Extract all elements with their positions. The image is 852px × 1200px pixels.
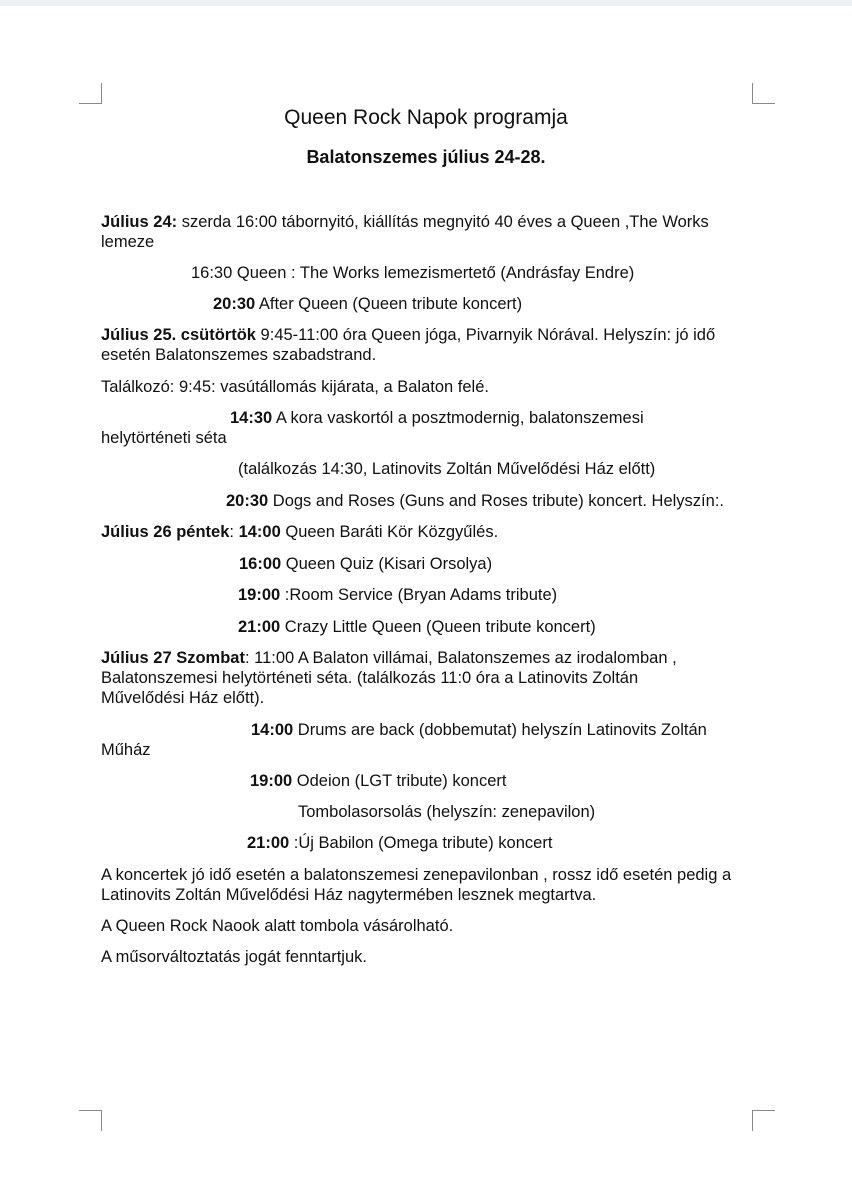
note-paragraph: A Queen Rock Naook alatt tombola vásárolható.	[101, 917, 454, 935]
event-text: Queen Quiz (Kisari Orsolya)	[281, 555, 493, 573]
note-paragraph: A koncertek jó idő esetén a balatonszemesi zenepavilonban , rossz idő esetén pedig a	[101, 866, 732, 884]
program-line: lemeze	[101, 233, 155, 251]
event-text: :Room Service (Bryan Adams tribute)	[280, 586, 558, 604]
event-time: 14:00	[251, 721, 294, 739]
program-line	[238, 617, 596, 637]
event-text: Dogs and Roses (Guns and Roses tribute) koncert. Helyszín:.	[268, 492, 724, 510]
event-time: 16:00	[239, 555, 282, 573]
program-text: : 11:00 A Balaton villámai, Balatonszemes az irodalomban ,	[244, 649, 677, 667]
program-line	[101, 522, 498, 542]
program-line	[238, 585, 557, 605]
program-line: 16:30 Queen : The Works lemezismertető (Andrásfay Endre)	[191, 264, 635, 282]
event-text: :Új Babilon (Omega tribute) koncert	[289, 834, 553, 852]
event-time: 20:30	[226, 492, 269, 510]
program-line: Tombolasorsolás (helyszín: zenepavilon)	[298, 803, 596, 821]
margin-corner-mark	[752, 1110, 775, 1131]
program-line: (találkozás 14:30, Latinovits Zoltán Művelődési Ház előtt)	[238, 460, 656, 478]
program-line	[251, 720, 707, 740]
event-text: A kora vaskortól a posztmodernig, balatonszemesi	[272, 409, 644, 427]
program-line: Művelődési Ház előtt).	[101, 689, 265, 707]
event-time: 20:30	[213, 295, 256, 313]
event-time: 21:00	[238, 618, 281, 636]
document-title: Queen Rock Napok programja	[284, 106, 568, 129]
event-time: 19:00	[238, 586, 281, 604]
document-subtitle: Balatonszemes július 24-28.	[306, 147, 546, 167]
event-text: After Queen (Queen tribute koncert)	[255, 295, 523, 313]
note-paragraph: Latinovits Zoltán Művelődési Ház nagytermében lesznek megtartva.	[101, 886, 597, 904]
program-line	[101, 648, 677, 668]
program-line	[239, 554, 492, 574]
program-line: helytörténeti séta	[101, 429, 227, 447]
event-time: 21:00	[247, 834, 290, 852]
event-text: Odeion (LGT tribute) koncert	[292, 772, 507, 790]
day-label: Július 27 Szombat	[101, 649, 245, 667]
program-line	[101, 325, 715, 345]
program-line: Műház	[101, 741, 151, 759]
program-line	[250, 771, 507, 791]
program-line	[226, 491, 724, 511]
program-line: Találkozó: 9:45: vasútállomás kijárata, a Balaton felé.	[101, 378, 489, 396]
program-text: szerda 16:00 tábornyitó, kiállítás megnyitó 40 éves a Queen ,The Works	[177, 213, 709, 231]
program-text: :	[229, 523, 234, 541]
event-time: 19:00	[250, 772, 293, 790]
program-line	[247, 833, 552, 853]
note-paragraph: A műsorváltoztatás jogát fenntartjuk.	[101, 948, 367, 966]
day-label: Július 25. csütörtök	[101, 326, 256, 344]
day-label: Július 26 péntek	[101, 523, 230, 541]
margin-corner-mark	[752, 83, 775, 104]
margin-corner-mark	[79, 1110, 102, 1131]
program-line: Balatonszemesi helytörténeti séta. (találkozás 11:0 óra a Latinovits Zoltán	[101, 669, 639, 687]
program-line	[101, 212, 709, 232]
event-time: 14:30	[230, 409, 273, 427]
event-time: 14:00	[233, 523, 281, 541]
program-line	[230, 408, 644, 428]
event-text: Drums are back (dobbemutat) helyszín Latinovits Zoltán	[293, 721, 707, 739]
program-line: esetén Balatonszemes szabadstrand.	[101, 346, 377, 364]
program-text: 9:45-11:00 óra Queen jóga, Pivarnyik Nórával. Helyszín: jó idő	[255, 326, 716, 344]
margin-corner-mark	[79, 83, 102, 104]
day-label: Július 24:	[101, 213, 178, 231]
event-text: Queen Baráti Kör Közgyűlés.	[280, 523, 499, 541]
program-line	[213, 294, 522, 314]
event-text: Crazy Little Queen (Queen tribute koncert)	[280, 618, 596, 636]
